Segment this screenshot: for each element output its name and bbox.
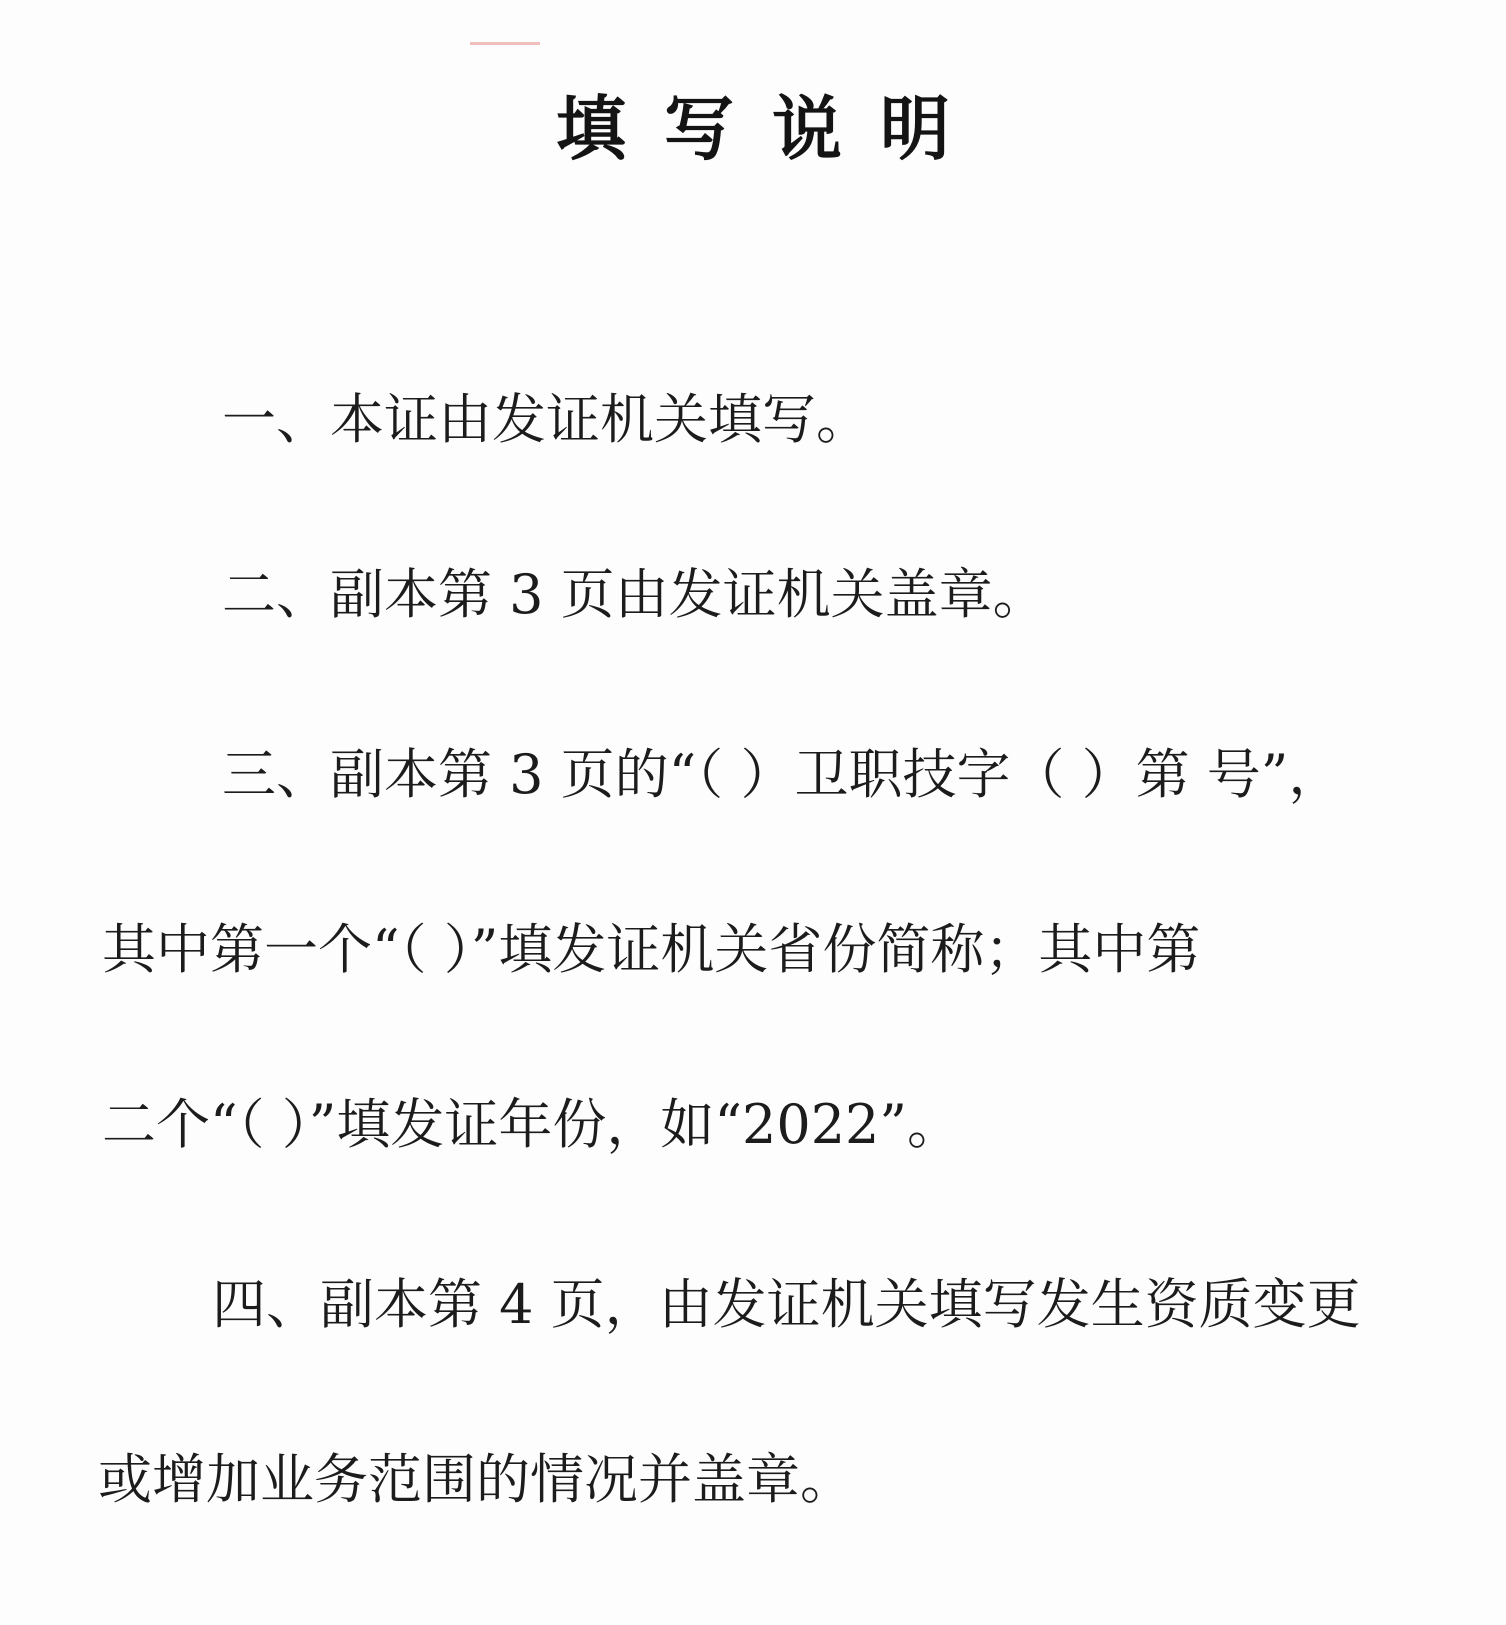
instruction-4-line-2: 或增加业务范围的情况并盖章。 xyxy=(98,1448,854,1511)
instruction-1: 一、本证由发证机关填写。 xyxy=(222,388,870,451)
instruction-2: 二、副本第 3 页由发证机关盖章。 xyxy=(222,563,1047,626)
instruction-3-line-3: 二个“（ ）”填发证年份，如“2022”。 xyxy=(102,1093,962,1156)
instruction-4-line-1: 四、副本第 4 页，由发证机关填写发生资质变更 xyxy=(212,1273,1361,1336)
instruction-3-line-2: 其中第一个“（ ）”填发证机关省份简称；其中第 xyxy=(102,918,1201,981)
instruction-3-line-1: 三、副本第 3 页的“（ ）卫职技字（ ）第 号”， xyxy=(222,743,1343,806)
scan-artifact xyxy=(470,42,540,45)
page-title: 填写说明 xyxy=(556,88,988,170)
